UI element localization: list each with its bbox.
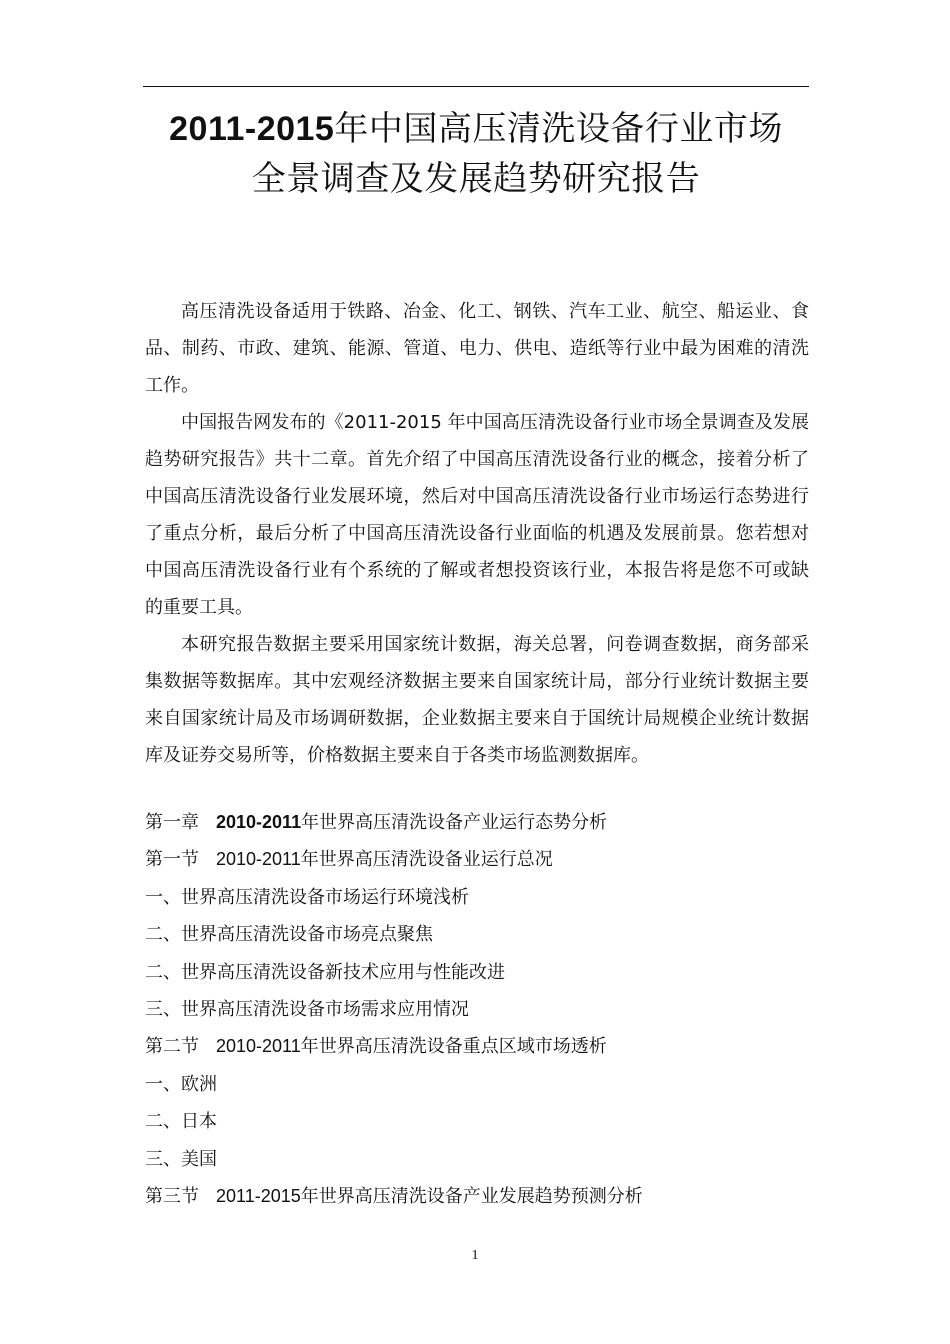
- toc-item: 三、美国: [145, 1148, 217, 1170]
- paragraph-2: 中国报告网发布的《2011-2015 年中国高压清洗设备行业市场全景调查及发展趋势研究报告》共十二章。首先介绍了中国高压清洗设备行业的概念，接着分析了中国高压清洗设备行业发展环境，然后对中国高压清洗设备行业市场运行态势进行了重点分析，最后分析了中国高压清洗设备行业面临的机遇及发展前景。您若想对中国高压清洗设备行业有个系统的了解或者想投资该行业，本报告将是您不可或缺的重要工具。: [145, 412, 809, 618]
- toc-section-3-year: 2011-2015: [216, 1186, 301, 1207]
- header-rule: [143, 86, 809, 87]
- title-line-1: [143, 104, 809, 154]
- toc-item: 一、欧洲: [145, 1073, 217, 1095]
- toc-section-1-year: 2010-2011: [216, 849, 301, 870]
- title-line-2: 全景调查及发展趋势研究报告: [251, 159, 701, 199]
- toc-section-3-prefix: 第三节: [145, 1186, 199, 1208]
- toc-item: 一、世界高压清洗设备市场运行环境浅析: [145, 886, 469, 908]
- page-number: 1: [471, 1248, 479, 1263]
- toc-chapter-1-year: 2010-2011: [216, 812, 302, 832]
- toc-section-1-prefix: 第一节: [145, 849, 199, 871]
- toc-chapter-1-text: 年世界高压清洗设备产业运行态势分析: [301, 812, 608, 833]
- toc-section-2: [145, 1028, 809, 1065]
- title-year: 2011-2015: [169, 110, 335, 148]
- toc-section-3: [145, 1178, 809, 1215]
- toc-section-2-year: 2010-2011: [216, 1036, 301, 1057]
- intro-body: [145, 293, 809, 774]
- title-line-1-text: 年中国高压清洗设备行业市场: [334, 109, 783, 149]
- toc-section-3-text: 年世界高压清洗设备产业发展趋势预测分析: [300, 1186, 643, 1208]
- toc-item: 三、世界高压清洗设备市场需求应用情况: [145, 999, 469, 1021]
- toc-chapter-1: [145, 804, 809, 841]
- toc-section-2-text: 年世界高压清洗设备重点区域市场透析: [300, 1036, 607, 1058]
- toc-section-1-text: 年世界高压清洗设备业运行总况: [300, 849, 553, 871]
- toc-section-1: [145, 841, 809, 878]
- report-title: [143, 104, 809, 204]
- toc-item: 二、世界高压清洗设备市场亮点聚焦: [145, 924, 433, 946]
- toc-item: 二、日本: [145, 1111, 217, 1133]
- paragraph-3: 本研究报告数据主要采用国家统计数据，海关总署，问卷调查数据，商务部采集数据等数据库。其中宏观经济数据主要来自国家统计局，部分行业统计数据主要来自国家统计局及市场调研数据，企业数据主要来自于国统计局规模企业统计数据库及证券交易所等，价格数据主要来自于各类市场监测数据库。: [145, 634, 809, 766]
- toc-chapter-1-prefix: 第一章: [145, 812, 199, 833]
- toc-item: 二、世界高压清洗设备新技术应用与性能改进: [145, 961, 505, 983]
- table-of-contents: [145, 804, 809, 1215]
- toc-section-2-prefix: 第二节: [145, 1036, 199, 1058]
- paragraph-1: 高压清洗设备适用于铁路、冶金、化工、钢铁、汽车工业、航空、船运业、食品、制药、市政、建筑、能源、管道、电力、供电、造纸等行业中最为困难的清洗工作。: [145, 301, 809, 396]
